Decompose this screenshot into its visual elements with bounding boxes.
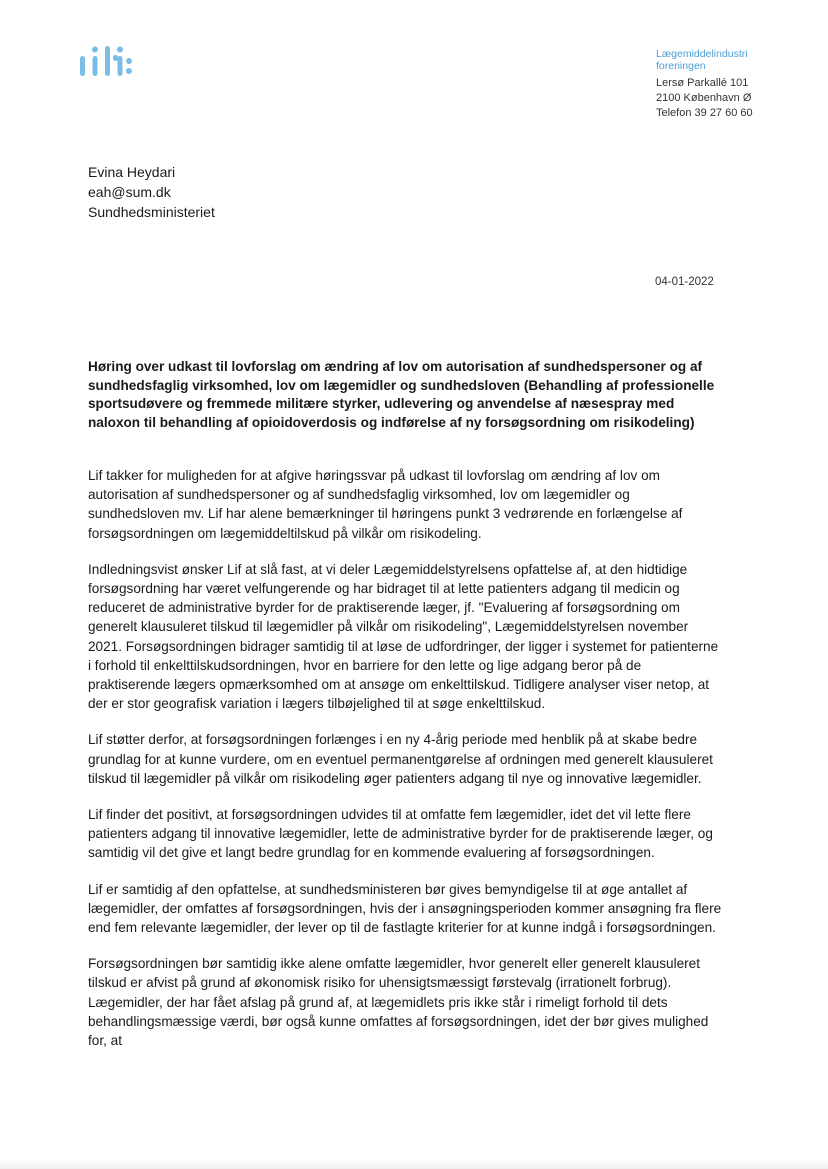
recipient-email: eah@sum.dk [88, 184, 171, 200]
org-name-line: Lægemiddelindustri [656, 48, 748, 60]
letter-body [88, 466, 724, 1067]
address-phone: Telefon 39 27 60 60 [656, 107, 753, 119]
scan-edge [0, 1159, 828, 1169]
body-paragraph: Forsøgsordningen bør samtidig ikke alene omfatte lægemidler, hvor generelt eller generelt klausuleret tilskud er afvist på grund af økonomisk risiko for uhensigtsmæssigt førstevalg (irrationelt forbrug). Lægemidler, der har fået afslag på grund af, at lægemidlets pris ikke står i rimeligt forhold til dets behandlingsmæssige værdi, bør også kunne omfattes af forsøgsordningen, idet der bør gives mulighed for, at [88, 956, 709, 1049]
org-name-line: foreningen [656, 60, 706, 72]
org-address [656, 76, 753, 121]
body-paragraph: Lif takker for muligheden for at afgive høringssvar på udkast til lovforslag om ændring af lov om autorisation af sundhedspersoner og af sundhedsfaglig virksomhed, lov om lægemidler og sundhedsloven mv. Lif har alene bemærkninger til høringens punkt 3 vedrørende en forlængelse af forsøgsordningen om lægemiddeltilskud på vilkår om risikodeling. [88, 468, 683, 541]
body-paragraph: Lif finder det positivt, at forsøgsordningen udvides til at omfatte fem lægemidler, idet det vil lette flere patienters adgang til innovative lægemidler, lette de administrative byrder for de praktiserende læger, og samtidig vil det give et langt bedre grundlag for en kommende evaluering af forsøgsordningen. [88, 807, 713, 861]
recipient-name: Evina Heydari [88, 164, 176, 180]
org-name [656, 48, 748, 72]
letter-date: 04-01-2022 [655, 276, 714, 288]
lif-logo-icon [80, 46, 132, 76]
recipient-block [88, 162, 215, 222]
body-paragraph: Indledningsvist ønsker Lif at slå fast, at vi deler Lægemiddelstyrelsens opfattelse af, at den hidtidige forsøgsordning har været velfungerende og har bidraget til at lette patienters adgang til medicin og reduceret de administrative byrder for de praktiserende læger, jf. "Evaluering af forsøgsordning om generelt klausuleret tilskud til lægemidler på vilkår om risikodeling", Lægemiddelstyrelsen november 2021. Forsøgsordningen bidrager samtidig til at løse de udfordringer, der ligger i systemet for patienterne i forhold til enkelttilskudsordningen, hvor en barriere for den lette og lige adgang beror på de praktiserende lægers opmærksomhed om at ansøge om enkelttilskud. Tidligere analyser viser netop, at der er stor geografisk variation i lægers tilbøjelighed til at søge enkelttilskud. [88, 561, 719, 712]
address-street: Lersø Parkallé 101 [656, 77, 749, 89]
body-paragraph: Lif støtter derfor, at forsøgsordningen forlænges i en ny 4-årig periode med henblik på at skabe bedre grundlag for at kunne vurdere, om en eventuel permanentgørelse af ordningen med generelt klausuleret tilskud til lægemidler på vilkår om risikodeling øger patienters adgang til nye og innovative lægemidler. [88, 732, 713, 786]
address-city: 2100 København Ø [656, 92, 752, 104]
body-paragraph: Lif er samtidig af den opfattelse, at sundhedsministeren bør gives bemyndigelse til at øge antallet af lægemidler, der omfattes af forsøgsordningen, hvis der i ansøgningsperioden kommer ansøgning fra flere end fem relevante lægemidler, der lever op til de fastlagte kriterier for at kunne indgå i forsøgsordningen. [88, 881, 722, 936]
recipient-organization: Sundhedsministeriet [88, 204, 215, 220]
letter-subject: Høring over udkast til lovforslag om ændring af lov om autorisation af sundhedspersoner og af sundhedsfaglig virksomhed, lov om lægemidler og sundhedsloven (Behandling af professionelle sportsudøvere og fremmede militære styrker, udlevering og anvendelse af næsespray med naloxon til behandling af opioidoverdosis og indførelse af ny forsøgsordning om risikodeling) [88, 359, 715, 430]
